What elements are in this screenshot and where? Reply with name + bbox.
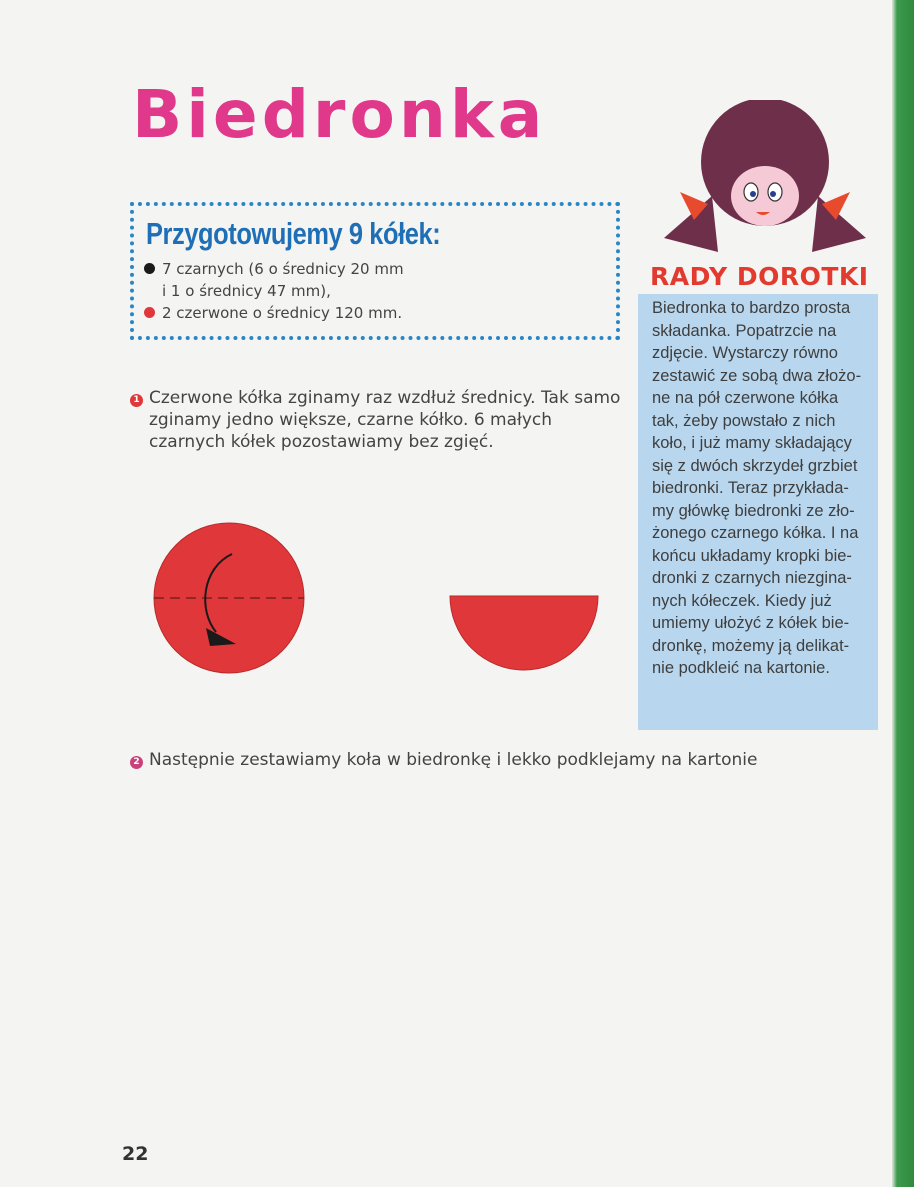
half-circle-diagram <box>450 596 598 670</box>
step-line <box>130 387 620 409</box>
page-title: Biedronka <box>132 76 547 153</box>
tips-line: ne na pół czerwone kółka <box>652 389 839 407</box>
tips-line: Biedronka to bardzo prosta <box>652 299 851 317</box>
step-1 <box>130 387 620 453</box>
tips-heading: RADY DOROTKI <box>650 262 869 291</box>
full-circle-diagram <box>154 523 304 673</box>
tips-line: koło, i już mamy składający <box>652 434 852 452</box>
preparation-heading: Przygotowujemy 9 kółek: <box>146 216 441 251</box>
folding-diagrams <box>140 510 620 690</box>
tips-line: składanka. Popatrzcie na <box>652 321 837 340</box>
tips-line: się z dwóch skrzydeł grzbiet <box>652 456 858 475</box>
tips-line: biedronki. Teraz przykłada- <box>652 479 849 497</box>
step-text: zginamy jedno większe, czarne kółko. 6 małych <box>149 410 553 430</box>
step-text: czarnych kółek pozostawiamy bez zgięć. <box>149 432 494 452</box>
tips-text <box>652 297 870 680</box>
preparation-item-text: i 1 o średnicy 47 mm), <box>162 282 331 300</box>
tips-line: dronki z czarnych niezgina- <box>652 569 852 587</box>
black-dot-icon <box>144 263 155 274</box>
step-2 <box>130 750 770 770</box>
step-text: Czerwone kółka zginamy raz wzdłuż średnicy. Tak samo <box>149 388 621 408</box>
step-line <box>130 409 620 431</box>
step-text: Następnie zestawiamy koła w biedronkę i lekko podklejamy na kartonie <box>149 750 758 770</box>
preparation-item-text: 2 czerwone o średnicy 120 mm. <box>162 304 403 322</box>
tips-line: zestawić ze sobą dwa złożo- <box>652 366 862 385</box>
page-number: 22 <box>122 1143 149 1165</box>
step-line <box>130 431 620 453</box>
step-number-badge: 1 <box>130 394 143 407</box>
tips-line: żonego czarnego kółka. I na <box>652 524 859 542</box>
preparation-item-red <box>144 304 402 322</box>
tips-line: dronkę, możemy ją delikat- <box>652 636 850 655</box>
girl-illustration <box>660 100 870 270</box>
tips-line: my główkę biedronki ze zło- <box>652 501 855 520</box>
tips-line: zdjęcie. Wystarczy równo <box>652 344 838 362</box>
book-edge <box>892 0 914 1187</box>
preparation-item-continuation <box>162 282 331 300</box>
tips-line: tak, żeby powstało z nich <box>652 411 836 430</box>
tips-line: nych kółeczek. Kiedy już <box>652 591 832 610</box>
tips-line: nie podkleić na kartonie. <box>652 659 830 677</box>
red-dot-icon <box>144 307 155 318</box>
step-number-badge: 2 <box>130 756 143 769</box>
tips-line: umiemy ułożyć z kółek bie- <box>652 614 850 632</box>
tips-line: końcu układamy kropki bie- <box>652 546 852 565</box>
preparation-item-black <box>144 260 404 278</box>
preparation-item-text: 7 czarnych (6 o średnicy 20 mm <box>162 260 404 278</box>
preparation-box <box>130 202 620 340</box>
